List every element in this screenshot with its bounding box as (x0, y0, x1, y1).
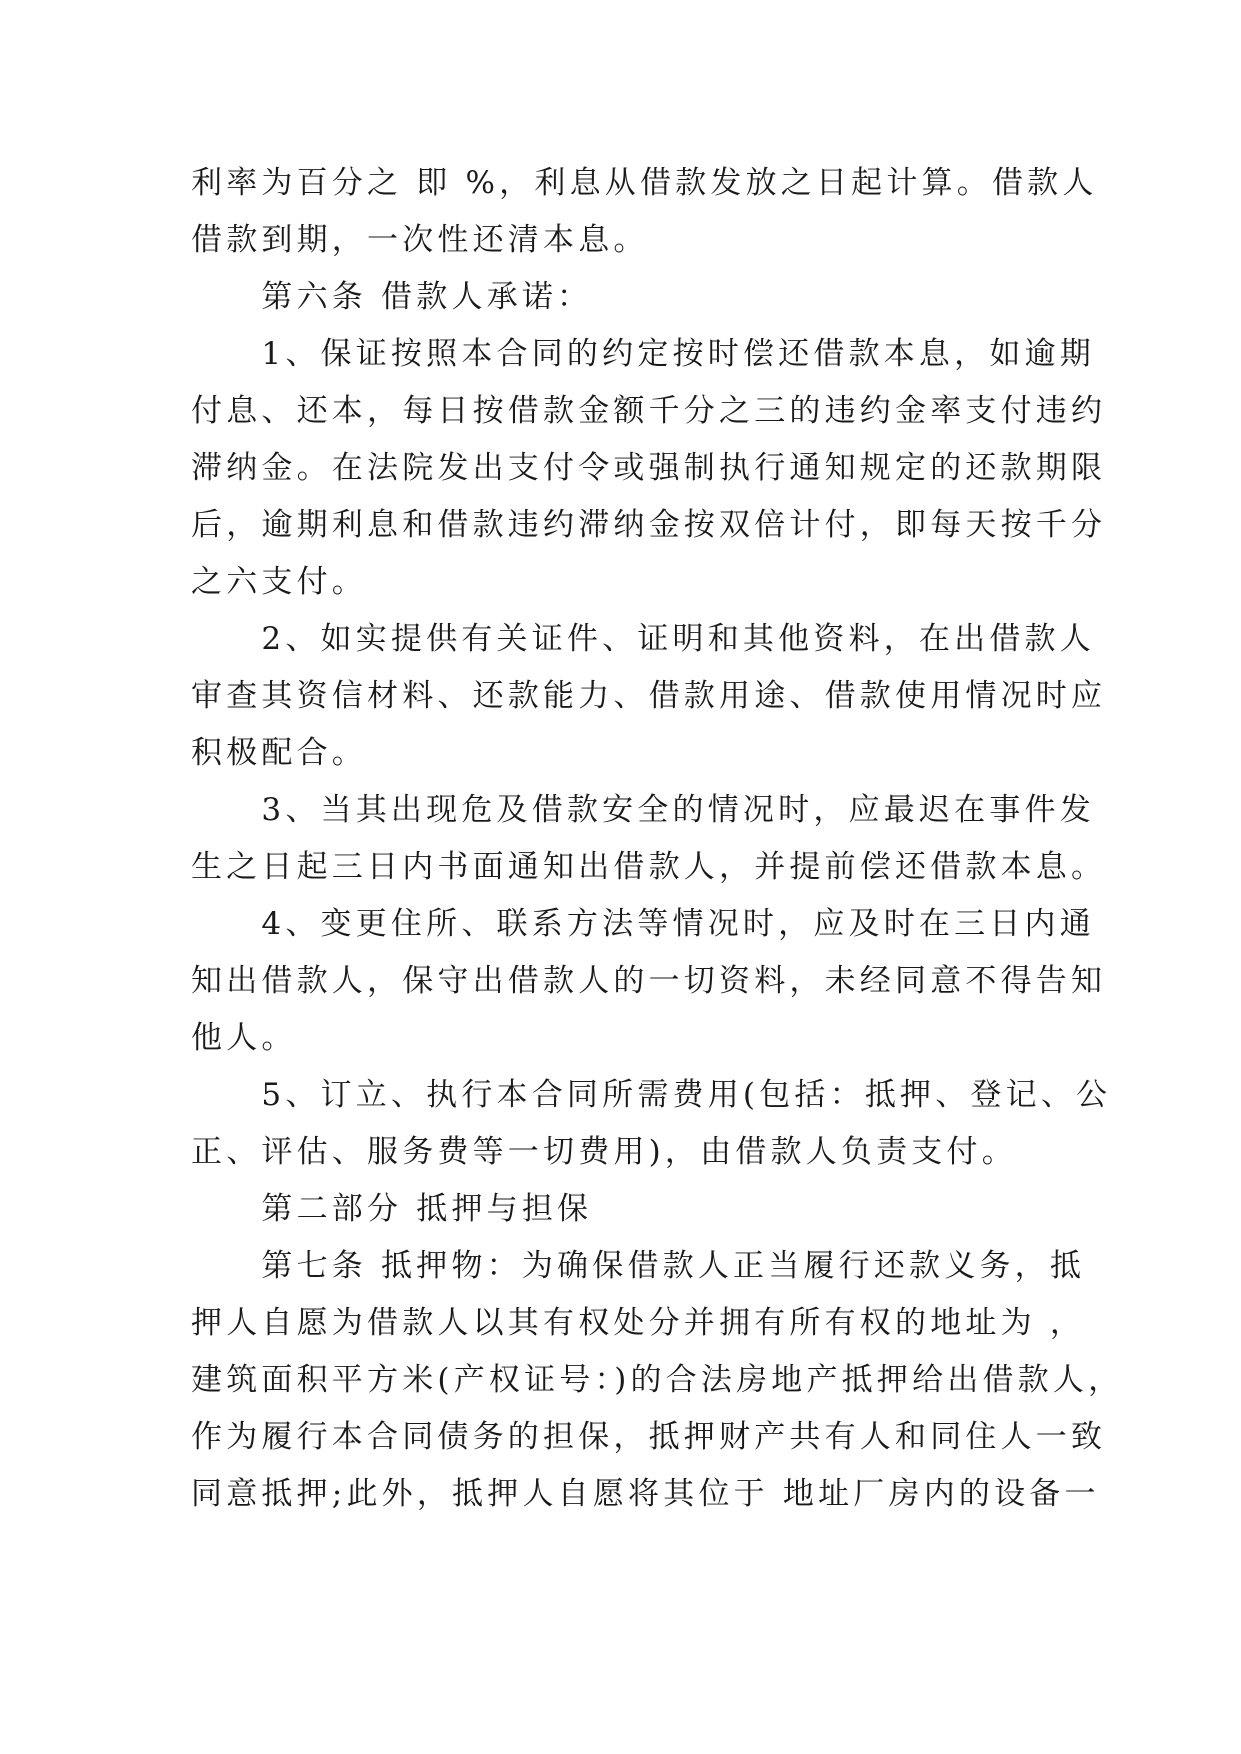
text-line: 3、当其出现危及借款安全的情况时，应最迟在事件发 (191, 792, 1095, 828)
text-line: 2、如实提供有关证件、证明和其他资料，在出借款人 (191, 621, 1095, 657)
text-line: 知出借款人，保守出借款人的一切资料，未经同意不得告知 (191, 963, 1107, 999)
text-line: 审查其资信材料、还款能力、借款用途、借款使用情况时应 (191, 678, 1107, 714)
text-line: 正、评估、服务费等一切费用)，由借款人负责支付。 (191, 1134, 1017, 1170)
text-line: 第七条 抵押物：为确保借款人正当履行还款义务，抵 (191, 1248, 1086, 1284)
text-line: 5、订立、执行本合同所需费用(包括：抵押、登记、公 (191, 1077, 1112, 1113)
text-line: 押人自愿为借款人以其有权处分并拥有所有权的地址为 ， (191, 1305, 1086, 1341)
text-line: 建筑面积平方米(产权证号：)的合法房地产抵押给出借款人， (191, 1362, 1124, 1398)
contract-text (191, 155, 1124, 1523)
text-line: 同意抵押;此外，抵押人自愿将其位于 地址厂房内的设备一 (191, 1476, 1100, 1512)
text-line: 后，逾期利息和借款违约滞纳金按双倍计付，即每天按千分 (191, 507, 1107, 543)
text-line: 滞纳金。在法院发出支付令或强制执行通知规定的还款期限 (191, 450, 1107, 486)
text-line: 积极配合。 (191, 735, 367, 771)
text-line: 利率为百分之 即 %，利息从借款发放之日起计算。借款人 (191, 165, 1098, 201)
text-line: 4、变更住所、联系方法等情况时，应及时在三日内通 (191, 906, 1095, 942)
section-heading: 第六条 借款人承诺： (191, 279, 593, 315)
text-line: 他人。 (191, 1020, 297, 1056)
text-line: 1、保证按照本合同的约定按时偿还借款本息，如逾期 (191, 336, 1095, 372)
text-line: 生之日起三日内书面通知出借款人，并提前偿还借款本息。 (191, 849, 1107, 885)
section-heading: 第二部分 抵押与担保 (191, 1191, 593, 1227)
text-line: 作为履行本合同债务的担保，抵押财产共有人和同住人一致 (191, 1419, 1107, 1455)
text-line: 付息、还本，每日按借款金额千分之三的违约金率支付违约 (191, 393, 1107, 429)
text-line: 借款到期，一次性还清本息。 (191, 222, 649, 258)
text-line: 之六支付。 (191, 564, 367, 600)
